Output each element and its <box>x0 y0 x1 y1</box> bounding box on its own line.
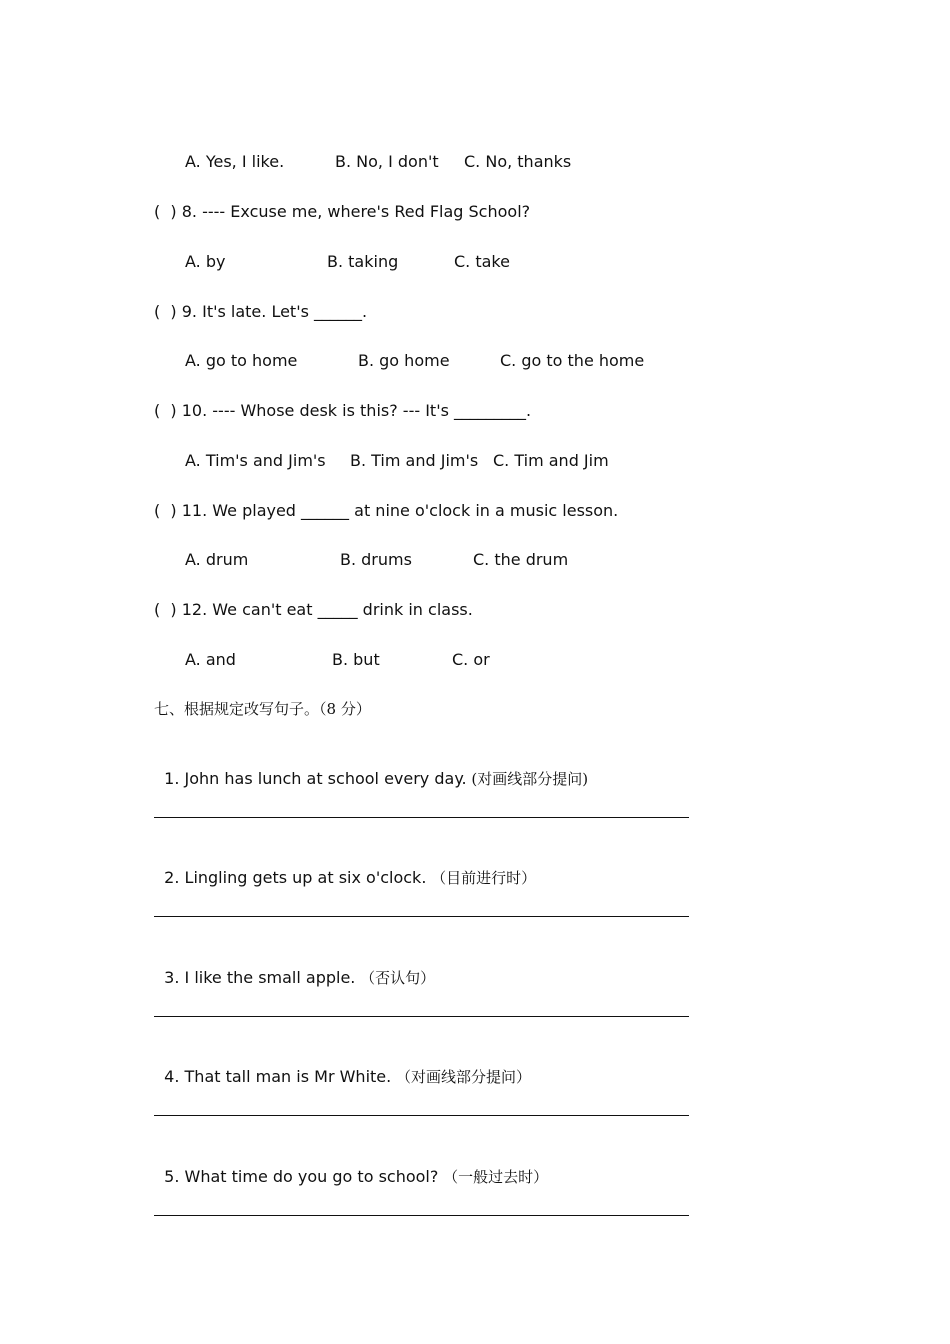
q7-option-a: A. Yes, I like. <box>185 152 285 171</box>
rewrite-item-5 <box>154 1147 548 1187</box>
q11-option-c: C. the drum <box>473 550 569 569</box>
answer-line-1[interactable] <box>154 817 689 818</box>
rewrite-sentence: 2. Lingling gets up at six o'clock. <box>164 868 427 887</box>
rewrite-instruction: （对画线部分提问） <box>391 1068 531 1086</box>
q9-option-b: B. go home <box>358 351 450 370</box>
q10-stem: ( ) 10. ---- Whose desk is this? --- It's _________. <box>154 401 532 420</box>
rewrite-item-2 <box>154 848 536 888</box>
q9-option-a: A. go to home <box>185 351 298 370</box>
q12-option-c: C. or <box>452 650 490 669</box>
q8-option-c: C. take <box>454 252 510 271</box>
q12-stem: ( ) 12. We can't eat _____ drink in class. <box>154 600 473 619</box>
q9-option-c: C. go to the home <box>500 351 645 370</box>
rewrite-instruction: （目前进行时） <box>426 869 537 887</box>
q8-option-b: B. taking <box>327 252 399 271</box>
rewrite-sentence: 1. John has lunch at school every day. <box>164 769 467 788</box>
q7-option-c: C. No, thanks <box>464 152 572 171</box>
q12-option-a: A. and <box>185 650 236 669</box>
q10-option-c: C. Tim and Jim <box>493 451 609 470</box>
rewrite-item-1 <box>154 749 588 789</box>
q9-stem: ( ) 9. It's late. Let's ______. <box>154 302 368 321</box>
q11-stem: ( ) 11. We played ______ at nine o'clock in a music lesson. <box>154 501 619 520</box>
rewrite-instruction: (对画线部分提问) <box>466 770 589 788</box>
q8-option-a: A. by <box>185 252 226 271</box>
q7-option-b: B. No, I don't <box>335 152 439 171</box>
q10-option-b: B. Tim and Jim's <box>350 451 479 470</box>
q10-option-a: A. Tim's and Jim's <box>185 451 326 470</box>
answer-line-5[interactable] <box>154 1215 689 1216</box>
rewrite-sentence: 5. What time do you go to school? <box>164 1167 439 1186</box>
section7-title: 七、根据规定改写句子。（8 分） <box>154 700 371 718</box>
rewrite-sentence: 3. I like the small apple. <box>164 968 356 987</box>
q8-stem: ( ) 8. ---- Excuse me, where's Red Flag School? <box>154 202 531 221</box>
rewrite-instruction: （否认句） <box>355 969 436 987</box>
q12-option-b: B. but <box>332 650 380 669</box>
answer-line-3[interactable] <box>154 1016 689 1017</box>
rewrite-item-3 <box>154 948 435 988</box>
rewrite-instruction: （一般过去时） <box>438 1168 549 1186</box>
answer-line-2[interactable] <box>154 916 689 917</box>
q11-option-b: B. drums <box>340 550 412 569</box>
answer-line-4[interactable] <box>154 1115 689 1116</box>
rewrite-item-4 <box>154 1047 531 1087</box>
rewrite-sentence: 4. That tall man is Mr White. <box>164 1067 392 1086</box>
q11-option-a: A. drum <box>185 550 249 569</box>
